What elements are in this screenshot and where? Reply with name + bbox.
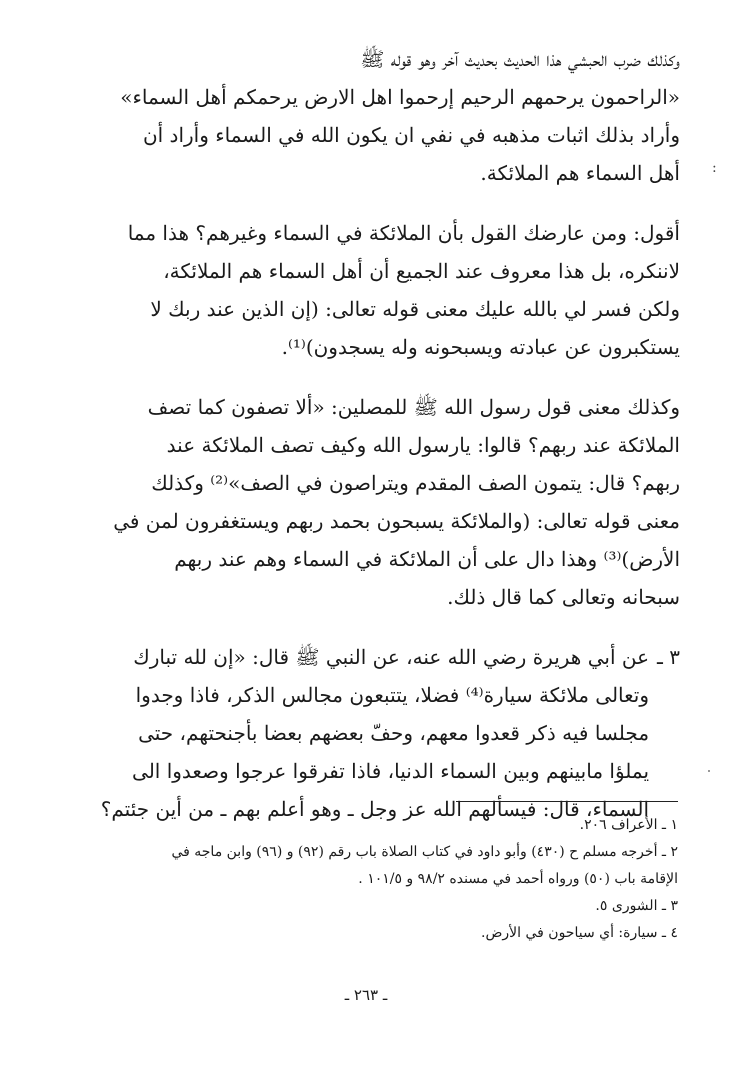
text-line: الملائكة عند ربهم؟ قالوا: يارسول الله وكيف تصف الملائكة عند: [166, 433, 680, 457]
footnotes: [70, 812, 678, 947]
paragraph-2: [70, 214, 680, 366]
text-line: يملؤا مابينهم وبين السماء الدنيا، فاذا تفرقوا عرجوا وصعدوا الى: [132, 759, 650, 783]
text-line: أهل السماء هم الملائكة.: [480, 161, 680, 185]
paragraph-3: [70, 388, 680, 616]
footnote-4: ٤ ـ سيارة: أي سياحون في الأرض.: [481, 925, 678, 941]
text-line: وكذلك ضرب الحبشي هذا الحديث بحديث آخر وهو قوله ﷺ: [360, 47, 680, 71]
footnote-divider: [456, 801, 678, 802]
margin-mark: :: [712, 160, 717, 176]
text-line: وتعالى ملائكة سيارة⁽⁴⁾ فضلا، يتتبعون مجالس الذكر، فاذا وجدوا: [135, 683, 650, 707]
text-line: ربهم؟ قال: يتمون الصف المقدم ويتراصون في الصف»⁽²⁾ وكذلك: [151, 471, 680, 495]
footnote-2: ٢ ـ أخرجه مسلم ح (٤٣٠) وأبو داود في كتاب الصلاة باب رقم (٩٢) و (٩٦) وابن ماجه في: [171, 844, 678, 860]
item-body: [70, 638, 649, 828]
text-line: عن أبي هريرة رضي الله عنه، عن النبي ﷺ قال: «إن لله تبارك: [133, 645, 650, 669]
margin-dot: [708, 770, 710, 772]
numbered-item-3: [70, 638, 680, 828]
page-number: ـ ٢٦٣ ـ: [344, 986, 388, 1004]
text-line: أقول: ومن عارضك القول بأن الملائكة في السماء وغيرهم؟ هذا مما: [127, 221, 680, 245]
item-number: ٣ ـ: [657, 645, 680, 669]
text-line: وأراد بذلك اثبات مذهبه في نفي ان يكون الله في السماء وأراد أن: [142, 123, 680, 147]
footnote-2-continued: الإقامة باب (٥٠) ورواه أحمد في مسنده ٩٨/٢ و ١٠١/٥ .: [358, 871, 678, 887]
text-line: السماء، قال: فيسألهم الله عز وجل ـ وهو أعلم بهم ـ من أين جئتم؟: [100, 797, 650, 821]
text-line: مجلسا فيه ذكر قعدوا معهم، وحفّ بعضهم بعضا بأجنحتهم، حتى: [138, 721, 650, 745]
text-line: «الراحمون يرحمهم الرحيم إرحموا اهل الارض يرحمكم أهل السماء»: [120, 85, 680, 109]
text-line: يستكبرون عن عبادته ويسبحونه وله يسجدون)⁽¹⁾.: [281, 335, 680, 359]
paragraph-1: [70, 40, 680, 192]
text-line: وكذلك معنى قول رسول الله ﷺ للمصلين: «ألا تصفون كما تصف: [147, 395, 680, 419]
footnote-3: ٣ ـ الشورى ٥.: [595, 898, 678, 914]
text-line: سبحانه وتعالى كما قال ذلك.: [447, 585, 680, 609]
page-body: [70, 40, 680, 850]
text-line: ولكن فسر لي بالله عليك معنى قوله تعالى: (إن الذين عند ربك لا: [150, 297, 680, 321]
text-line: لاننكره، بل هذا معروف عند الجميع أن أهل السماء هم الملائكة،: [163, 259, 680, 283]
footnote-1: ١ ـ الأعراف ٢٠٦.: [579, 817, 678, 833]
text-line: معنى قوله تعالى: (والملائكة يسبحون بحمد ربهم ويستغفرون لمن في: [113, 509, 680, 533]
text-line: الأرض)⁽³⁾ وهذا دال على أن الملائكة في السماء وهم عند ربهم: [174, 547, 680, 571]
